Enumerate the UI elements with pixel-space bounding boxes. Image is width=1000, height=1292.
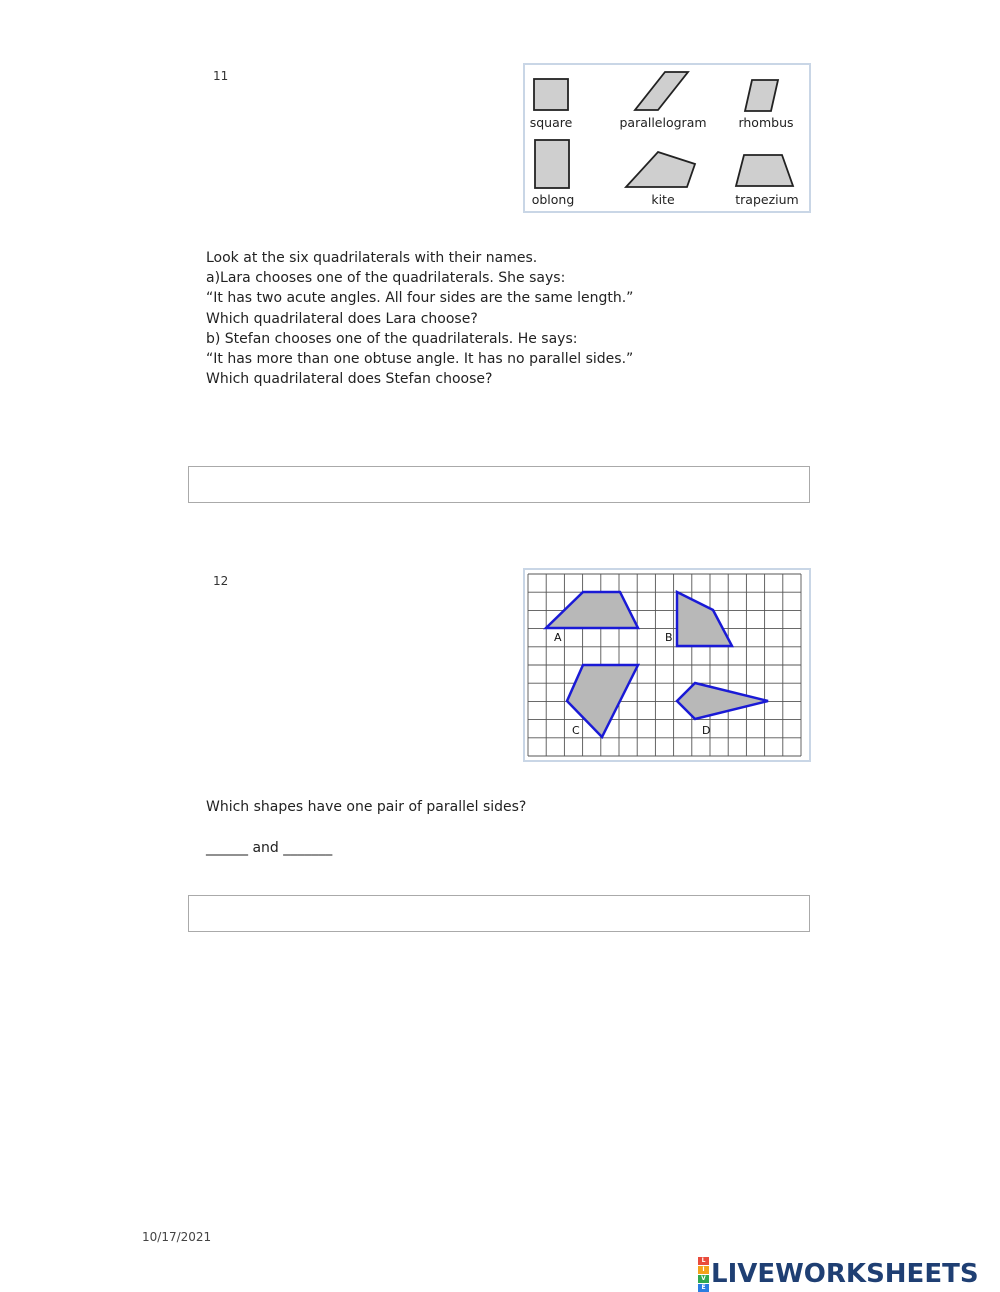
shape-label-c: C bbox=[572, 724, 580, 737]
rhombus-shape bbox=[745, 80, 778, 111]
kite-shape bbox=[626, 152, 695, 187]
shape-label-d: D bbox=[702, 724, 711, 737]
question-number: 11 bbox=[213, 69, 229, 83]
question-number: 12 bbox=[213, 574, 229, 588]
text-line: “It has more than one obtuse angle. It has no parallel sides.” bbox=[206, 351, 634, 368]
question-12-question: Which shapes have one pair of parallel sides? bbox=[206, 799, 527, 815]
date-stamp: 10/17/2021 bbox=[142, 1230, 212, 1244]
question-11-text bbox=[206, 248, 633, 389]
grid-shapes-figure bbox=[523, 568, 811, 762]
shape-label-parallelogram: parallelogram bbox=[619, 115, 707, 130]
text-line: Which quadrilateral does Lara choose? bbox=[206, 310, 478, 327]
answer-input-q11[interactable] bbox=[188, 466, 810, 503]
square-shape bbox=[534, 79, 568, 110]
text-line: “It has two acute angles. All four sides are the same length.” bbox=[206, 290, 634, 307]
text-line: b) Stefan chooses one of the quadrilaterals. He says: bbox=[206, 330, 578, 347]
brand-text: LIVEWORKSHEETS bbox=[711, 1259, 979, 1289]
grid-lines bbox=[528, 574, 801, 756]
shape-label-a: A bbox=[554, 631, 562, 644]
shape-d bbox=[677, 683, 768, 719]
answer-input-q12[interactable] bbox=[188, 895, 810, 932]
liveworksheets-logo bbox=[698, 1256, 979, 1292]
trapezium-shape bbox=[736, 155, 793, 186]
shape-label-rhombus: rhombus bbox=[738, 115, 794, 130]
oblong-shape bbox=[535, 140, 569, 188]
question-12-blank: ______ and _______ bbox=[206, 840, 333, 856]
shape-label-square: square bbox=[529, 115, 573, 130]
shape-label-oblong: oblong bbox=[531, 192, 575, 207]
text-line: Which quadrilateral does Stefan choose? bbox=[206, 371, 493, 388]
logo-icon: L I V E bbox=[698, 1256, 709, 1292]
quadrilaterals-figure bbox=[523, 63, 811, 213]
shape-b bbox=[677, 592, 732, 646]
parallelogram-shape bbox=[635, 72, 688, 110]
shape-label-trapezium: trapezium bbox=[735, 192, 799, 207]
shape-label-b: B bbox=[665, 631, 673, 644]
text-line: a)Lara chooses one of the quadrilaterals. She says: bbox=[206, 270, 566, 287]
shape-label-kite: kite bbox=[651, 192, 675, 207]
text-line: Look at the six quadrilaterals with their names. bbox=[206, 250, 538, 266]
